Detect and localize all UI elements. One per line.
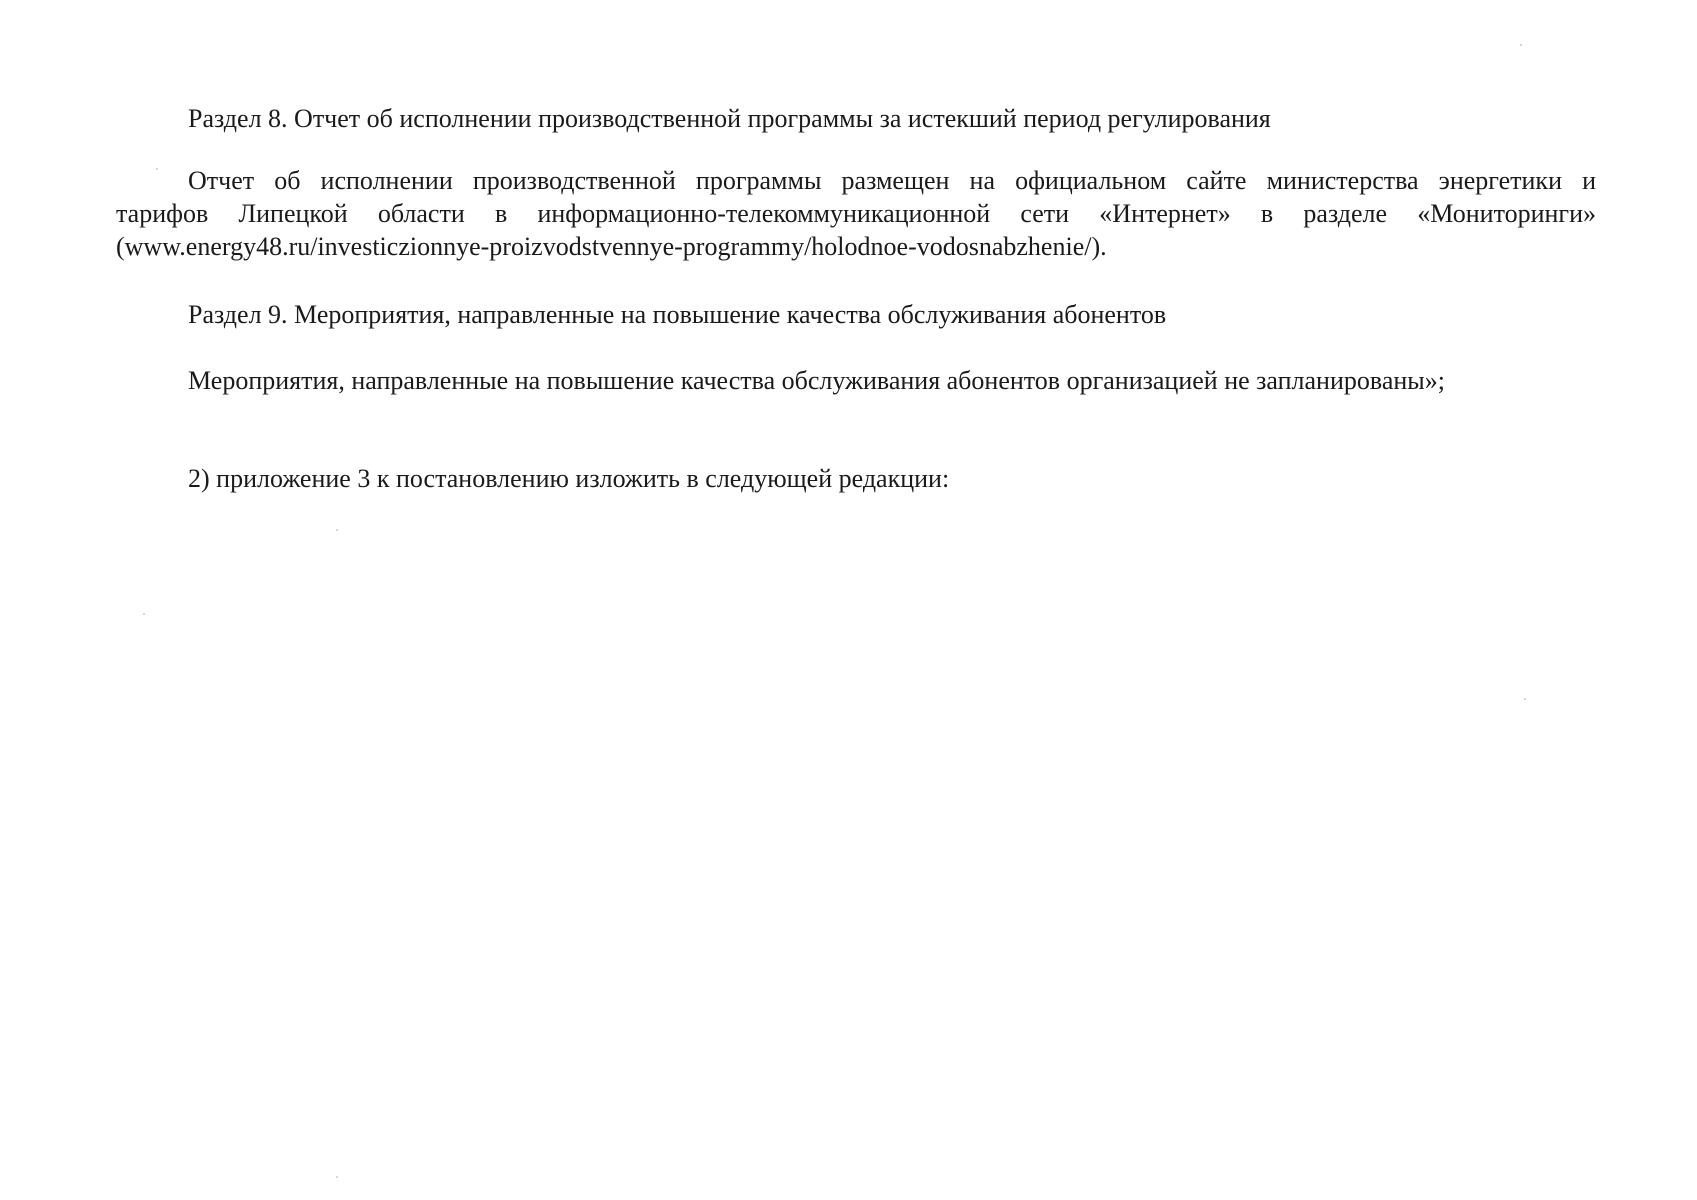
list-item-2: 2) приложение 3 к постановлению изложить в следующей редакции:: [188, 464, 950, 493]
section-8-paragraph-line-2: тарифов Липецкой области в информационно-телекоммуникационной сети «Интернет» в разделе «Мониторинги»: [116, 199, 1596, 228]
section-9-paragraph: Мероприятия, направленные на повышение качества обслуживания абонентов организацией не запланированы»;: [188, 366, 1445, 395]
scan-speck: [156, 168, 158, 170]
scan-speck: [336, 529, 338, 531]
scan-speck: [1524, 698, 1526, 700]
section-8-paragraph: [116, 164, 1596, 263]
section-8-paragraph-line-1: Отчет об исполнении производственной программы размещен на официальном сайте министерства энергетики и: [188, 166, 1596, 195]
scan-speck: [1520, 44, 1522, 46]
section-9-heading: Раздел 9. Мероприятия, направленные на повышение качества обслуживания абонентов: [188, 300, 1167, 329]
section-8-paragraph-line-3: (www.energy48.ru/investiczionnye-proizvodstvennye-programmy/holodnoe-vodosnabzhenie/).: [116, 232, 1107, 261]
section-8-heading: Раздел 8. Отчет об исполнении производственной программы за истекший период регулирования: [188, 104, 1271, 133]
scan-speck: [143, 613, 145, 615]
scan-speck: [336, 1176, 338, 1178]
